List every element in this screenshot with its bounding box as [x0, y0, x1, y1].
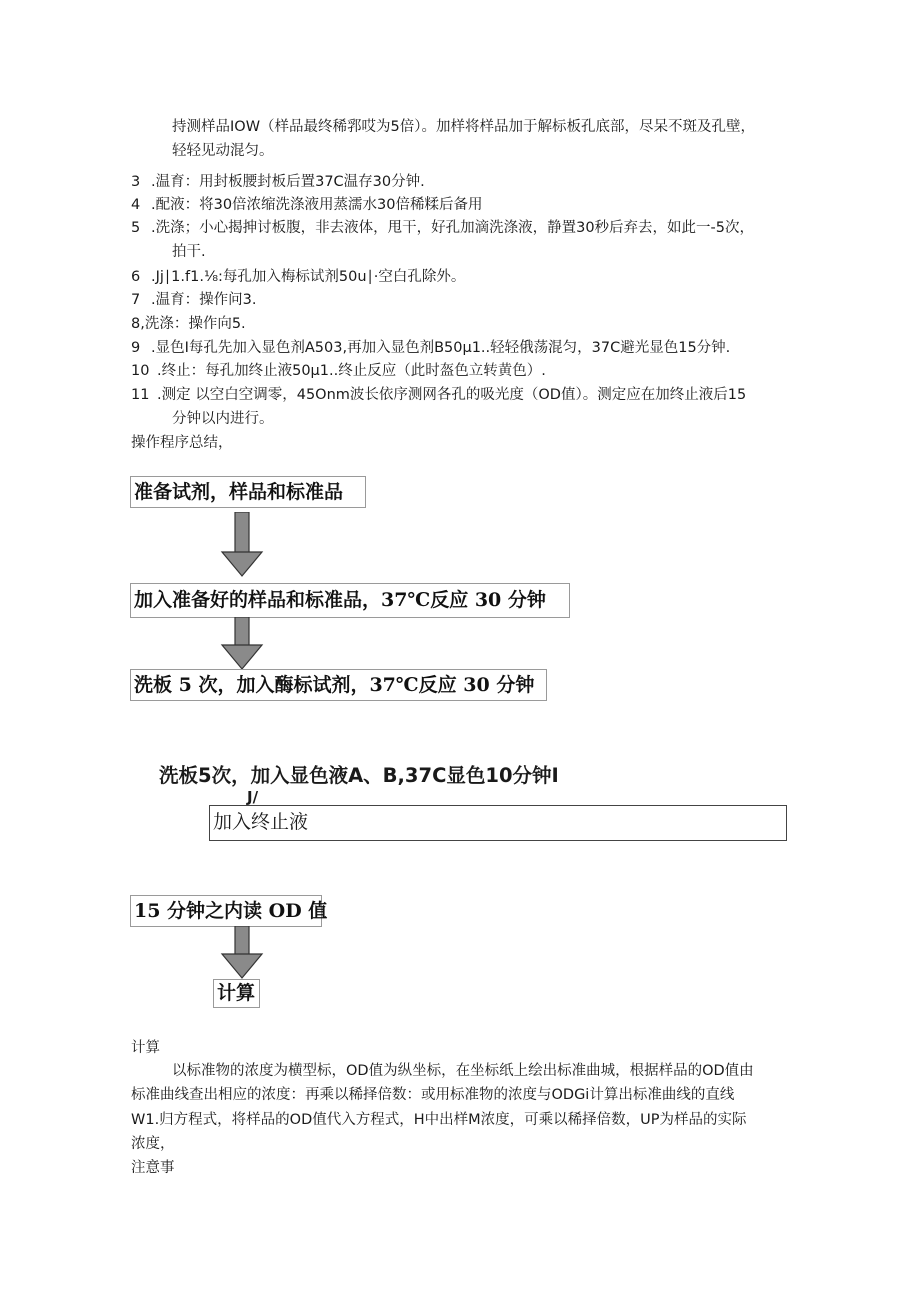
step7-number: 7	[131, 292, 141, 308]
step10-number: 10	[131, 363, 150, 379]
step6-number: 6	[131, 269, 141, 285]
step8: 8,洗涤：操作向5.	[131, 316, 246, 332]
flow-arrow-down-icon	[220, 926, 264, 980]
flow-step-mark: J/	[247, 788, 259, 806]
step11	[131, 385, 746, 405]
flow-box-prepare: 准备试剂，样品和标准品	[130, 476, 366, 508]
step10	[131, 361, 546, 381]
calc-line3: W1.归方程式，将样品的OD值代入方程式，H中出样M浓度，可乘以稀择倍数，UP为样品的实际	[131, 1112, 747, 1128]
step6-text: .Jj∣1.f1.⅛:每孔加入梅标试剂50u∣·空白孔除外。	[151, 269, 466, 285]
step9-number: 9	[131, 340, 141, 356]
step6	[131, 267, 465, 287]
step9-text: .显色I每孔先加入显色剂A503,再加入显色剂B50μ1..轻轻俄荡混匀，37C避光显色15分钟.	[151, 340, 731, 356]
flow-box-add-samples: 加入准备好的样品和标准品，37℃反应 30 分钟	[130, 583, 570, 618]
step2-line1: 持测样品IOW（样品最终稀郛哎为5倍）。加样将样品加于解标板孔底部，尽呆不斑及孔壁，	[172, 119, 755, 135]
calc-line4: 浓度，	[131, 1136, 175, 1152]
notes-heading: 注意事	[131, 1160, 175, 1176]
step3-text: .温育：用封板腰封板后置37C温存30分钟.	[151, 174, 425, 190]
flow-box-calculate: 计算	[213, 979, 260, 1008]
step4	[131, 195, 483, 215]
step11-text: .测定 以空白空调零，45Onm波长依序测网各孔的吸光度（OD值）。测定应在加终止液后15	[157, 387, 747, 403]
step7	[131, 290, 256, 310]
summary-heading: 操作程序总结，	[131, 435, 233, 451]
step2-line2: 轻轻见动混匀。	[172, 143, 274, 159]
step5-continued: 拍干.	[172, 244, 206, 260]
flow-step-color: 洗板5次，加入显色液A、B,37C显色10分钟I	[159, 764, 559, 787]
step9	[131, 338, 730, 358]
flow-box-stop-solution: 加入终止液	[209, 805, 787, 841]
step7-text: .温育：操作问3.	[151, 292, 257, 308]
step4-number: 4	[131, 197, 141, 213]
step10-text: .终止：每孔加终止液50μ1..终止反应（此时盔色立转黄色）.	[157, 363, 546, 379]
step3-number: 3	[131, 174, 141, 190]
flow-box-read-od: 15 分钟之内读 OD 值	[130, 895, 322, 927]
calc-heading: 计算	[131, 1040, 160, 1056]
step5-number: 5	[131, 220, 141, 236]
step3	[131, 172, 425, 192]
flow-arrow-down-icon	[220, 617, 264, 671]
step4-text: .配液：将30倍浓缩洗涤液用蒸濡水30倍稀糅后备用	[151, 197, 483, 213]
step11-continued: 分钟以内进行。	[172, 411, 274, 427]
flow-arrow-down-icon	[220, 512, 264, 578]
calc-line1: 以标准物的浓度为横型标，OD值为纵坐标，在坐标纸上绘出标准曲城，根据样品的OD值由	[172, 1063, 754, 1079]
step11-number: 11	[131, 387, 150, 403]
step5-text: .洗涤；小心揭抻讨板腹，非去液体，甩干，好孔加滴洗涤液，静置30秒后弃去，如此一-5次，	[151, 220, 755, 236]
step5	[131, 218, 754, 238]
flow-box-wash-enzyme: 洗板 5 次，加入酶标试剂，37℃反应 30 分钟	[130, 669, 547, 701]
calc-line2: 标准曲线查出相应的浓度：再乘以稀择倍数：或用标准物的浓度与ODGi计算出标准曲线的直线	[131, 1087, 735, 1103]
